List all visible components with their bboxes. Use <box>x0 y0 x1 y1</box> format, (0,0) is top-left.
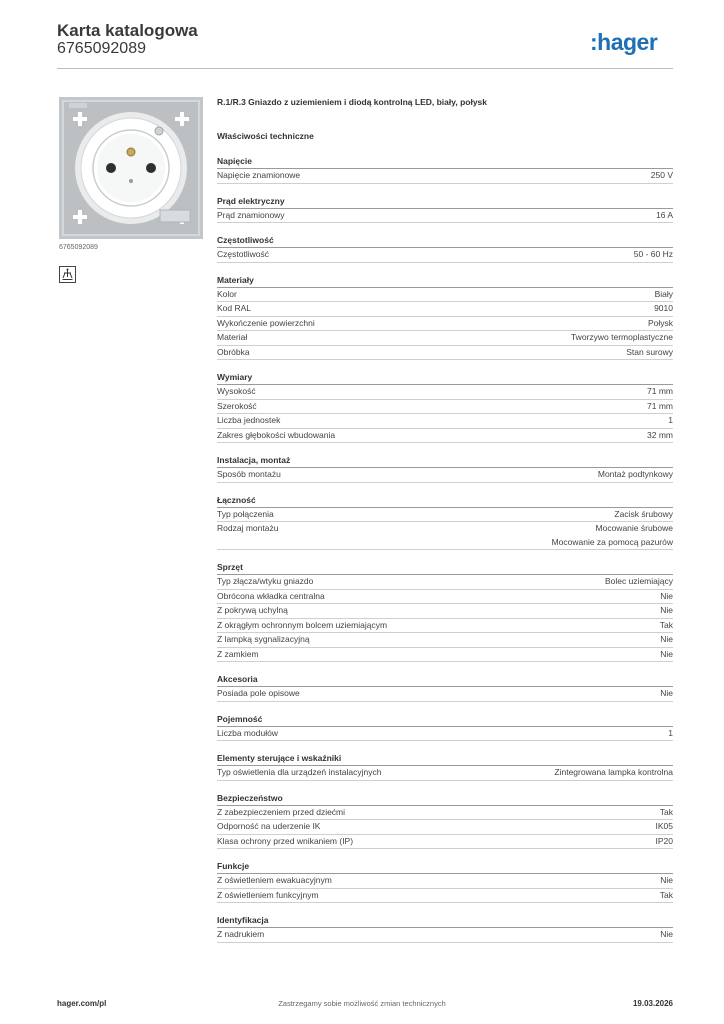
spec-label: Obróbka <box>217 346 250 357</box>
spec-row <box>217 648 673 663</box>
spec-row <box>217 331 673 346</box>
spec-value <box>660 604 673 618</box>
spec-label: Liczba jednostek <box>217 415 281 425</box>
spec-label: Klasa ochrony przed wnikaniem (IP) <box>217 835 354 846</box>
spec-label: Rodzaj montażu <box>217 523 279 533</box>
spec-value <box>668 414 673 428</box>
spec-label: Zakres głębokości wbudowania <box>217 429 336 440</box>
spec-row <box>217 835 673 850</box>
spec-value <box>660 619 673 633</box>
spec-label: Sposób montażu <box>217 469 281 479</box>
spec-value-line: Nie <box>660 605 673 615</box>
spec-value-line: Zintegrowana lampka kontrolna <box>554 767 673 777</box>
spec-row <box>217 508 673 523</box>
footer-website: hager.com/pl <box>57 999 107 1008</box>
spec-value-line: Montaż podtynkowy <box>597 469 673 479</box>
spec-value <box>647 385 673 399</box>
spec-label: Materiał <box>217 332 248 342</box>
spec-row <box>217 928 673 943</box>
spec-label: Z nadrukiem <box>217 929 265 939</box>
spec-row <box>217 346 673 361</box>
spec-label: Z lampką sygnalizacyjną <box>217 634 310 644</box>
spec-value <box>654 302 673 316</box>
spec-label: Napięcie znamionowe <box>217 170 301 180</box>
spec-value-line: IP20 <box>655 835 673 846</box>
spec-value-line: 9010 <box>654 303 673 313</box>
socket-illustration <box>59 97 203 239</box>
spec-value <box>660 806 673 820</box>
spec-label: Wysokość <box>217 386 256 396</box>
spec-value-line: 50 - 60 Hz <box>633 249 673 259</box>
spec-value-line: Zacisk śrubowy <box>614 508 673 519</box>
spec-label: Kolor <box>217 288 237 299</box>
spec-row <box>217 209 673 224</box>
spec-section-title: Materiały <box>217 274 673 288</box>
spec-value <box>660 874 673 888</box>
spec-row <box>217 590 673 605</box>
spec-value <box>598 468 673 482</box>
spec-label: Typ połączenia <box>217 508 274 519</box>
spec-row <box>217 429 673 444</box>
spec-row <box>217 687 673 702</box>
spec-value-line: Nie <box>660 648 673 659</box>
spec-label: Wykończenie powierzchni <box>217 317 315 328</box>
spec-value <box>660 590 673 604</box>
spec-row <box>217 400 673 415</box>
catalog-number: 6765092089 <box>57 40 146 57</box>
spec-section-title: Łączność <box>217 494 673 508</box>
spec-value <box>571 331 673 345</box>
spec-value-line: Połysk <box>647 317 673 328</box>
spec-label: Z pokrywą uchylną <box>217 605 288 615</box>
spec-section <box>217 673 673 702</box>
spec-value-line: Tworzywo termoplastyczne <box>570 332 673 342</box>
spec-value <box>634 248 673 262</box>
spec-row <box>217 468 673 483</box>
spec-value <box>660 889 673 903</box>
spec-value <box>656 820 674 834</box>
spec-value <box>605 575 673 589</box>
spec-label: Prąd znamionowy <box>217 209 285 220</box>
spec-section <box>217 860 673 903</box>
spec-label: Szerokość <box>217 400 257 411</box>
spec-value-line: Mocowanie śrubowe <box>595 523 673 533</box>
spec-value <box>660 928 673 942</box>
spec-value-line: Stan surowy <box>626 346 673 357</box>
spec-label: Z zamkiem <box>217 648 259 659</box>
spec-value-line: Nie <box>660 929 673 939</box>
spec-section <box>217 371 673 443</box>
spec-section-title: Sprzęt <box>217 561 673 575</box>
spec-value-line: 1 <box>668 727 673 738</box>
footer-disclaimer: Zastrzegamy sobie możliwość zmian technicznych <box>278 999 446 1008</box>
spec-label: Liczba modułów <box>217 727 278 738</box>
spec-value <box>656 835 674 849</box>
product-image <box>59 97 203 239</box>
spec-section <box>217 454 673 483</box>
logo-colon: : <box>590 29 598 55</box>
spec-row <box>217 874 673 889</box>
spec-label: Z zabezpieczeniem przed dziećmi <box>217 806 346 817</box>
spec-section <box>217 752 673 781</box>
spec-section <box>217 274 673 361</box>
spec-label: Kod RAL <box>217 303 252 313</box>
product-title: R.1/R.3 Gniazdo z uziemieniem i diodą kontrolną LED, biały, połysk <box>217 97 488 107</box>
spec-sections <box>217 155 673 943</box>
spec-section-title: Instalacja, montaż <box>217 454 673 468</box>
spec-value <box>626 346 673 360</box>
spec-value <box>660 648 673 662</box>
spec-row <box>217 633 673 648</box>
spec-row <box>217 619 673 634</box>
spec-section <box>217 561 673 662</box>
hager-logo <box>590 29 657 55</box>
spec-value <box>656 209 673 223</box>
spec-value-line: 16 A <box>655 209 673 220</box>
spec-value <box>660 687 673 701</box>
spec-section-title: Identyfikacja <box>217 914 673 928</box>
spec-section-title: Napięcie <box>217 155 673 169</box>
spec-row <box>217 820 673 835</box>
spec-value-line: 1 <box>668 415 673 425</box>
spec-section-title: Akcesoria <box>217 673 673 687</box>
spec-label: Typ oświetlenia dla urządzeń instalacyjnych <box>217 767 382 777</box>
spec-row <box>217 889 673 904</box>
spec-section <box>217 792 673 850</box>
spec-value <box>552 522 673 549</box>
spec-section-title: Elementy sterujące i wskaźniki <box>217 752 673 766</box>
logo-text: hager <box>597 29 658 55</box>
spec-section <box>217 155 673 184</box>
spec-value-line: Mocowanie za pomocą pazurów <box>551 536 673 547</box>
spec-row <box>217 302 673 317</box>
spec-row <box>217 522 673 550</box>
footer-date: 19.03.2026 <box>632 999 673 1008</box>
product-image-caption: 6765092089 <box>59 244 98 251</box>
spec-value-line: 71 mm <box>647 386 673 396</box>
spec-row <box>217 766 673 781</box>
spec-row <box>217 288 673 303</box>
spec-section-title: Pojemność <box>217 713 673 727</box>
spec-row <box>217 317 673 332</box>
spec-section <box>217 195 673 224</box>
spec-label: Typ złącza/wtyku gniazdo <box>217 576 314 586</box>
spec-section <box>217 713 673 742</box>
spec-value <box>647 400 673 414</box>
spec-label: Z oświetleniem funkcyjnym <box>217 889 319 900</box>
spec-value-line: 32 mm <box>647 429 673 440</box>
spec-section <box>217 914 673 943</box>
spec-row <box>217 169 673 184</box>
spec-row <box>217 248 673 263</box>
spec-row <box>217 385 673 400</box>
spec-label: Z okrągłym ochronnym bolcem uziemiającym <box>217 619 388 630</box>
spec-row <box>217 414 673 429</box>
spec-section-title: Bezpieczeństwo <box>217 792 673 806</box>
spec-value-line: Tak <box>659 889 673 900</box>
spec-section-title: Prąd elektryczny <box>217 195 673 209</box>
spec-value <box>655 288 673 302</box>
spec-row <box>217 806 673 821</box>
spec-label: Posiada pole opisowe <box>217 688 300 698</box>
technical-properties-heading: Właściwości techniczne <box>217 131 314 141</box>
spec-value <box>660 633 673 647</box>
spec-value-line: Nie <box>660 634 673 644</box>
spec-value-line: Nie <box>660 688 673 698</box>
spec-value-line: Tak <box>659 806 673 817</box>
spec-row <box>217 575 673 590</box>
spec-section <box>217 234 673 263</box>
spec-section-title: Funkcje <box>217 860 673 874</box>
spec-value-line: IK05 <box>655 821 673 831</box>
header-divider <box>57 68 673 69</box>
spec-label: Częstotliwość <box>217 249 269 259</box>
spec-value <box>668 727 673 741</box>
spec-value-line: 250 V <box>650 170 673 180</box>
spec-value <box>647 429 673 443</box>
spec-value <box>614 508 673 522</box>
spec-label: Z oświetleniem ewakuacyjnym <box>217 875 332 885</box>
spec-row <box>217 604 673 619</box>
spec-label: Odporność na uderzenie IK <box>217 821 321 831</box>
spec-section-title: Wymiary <box>217 371 673 385</box>
page-title: Karta katalogowa <box>57 21 198 40</box>
spec-value-line: 71 mm <box>647 400 673 411</box>
spec-value-line: Bolec uziemiający <box>604 576 673 586</box>
spec-label: Obrócona wkładka centralna <box>217 590 325 601</box>
certification-icon <box>59 266 76 283</box>
spec-value <box>648 317 673 331</box>
spec-row <box>217 727 673 742</box>
spec-value-line: Nie <box>660 590 673 601</box>
spec-value-line: Biały <box>654 288 673 299</box>
spec-value-line: Tak <box>659 619 673 630</box>
spec-section <box>217 494 673 551</box>
spec-value <box>554 766 673 780</box>
spec-section-title: Częstotliwość <box>217 234 673 248</box>
spec-value <box>651 169 673 183</box>
spec-value-line: Nie <box>660 875 673 885</box>
